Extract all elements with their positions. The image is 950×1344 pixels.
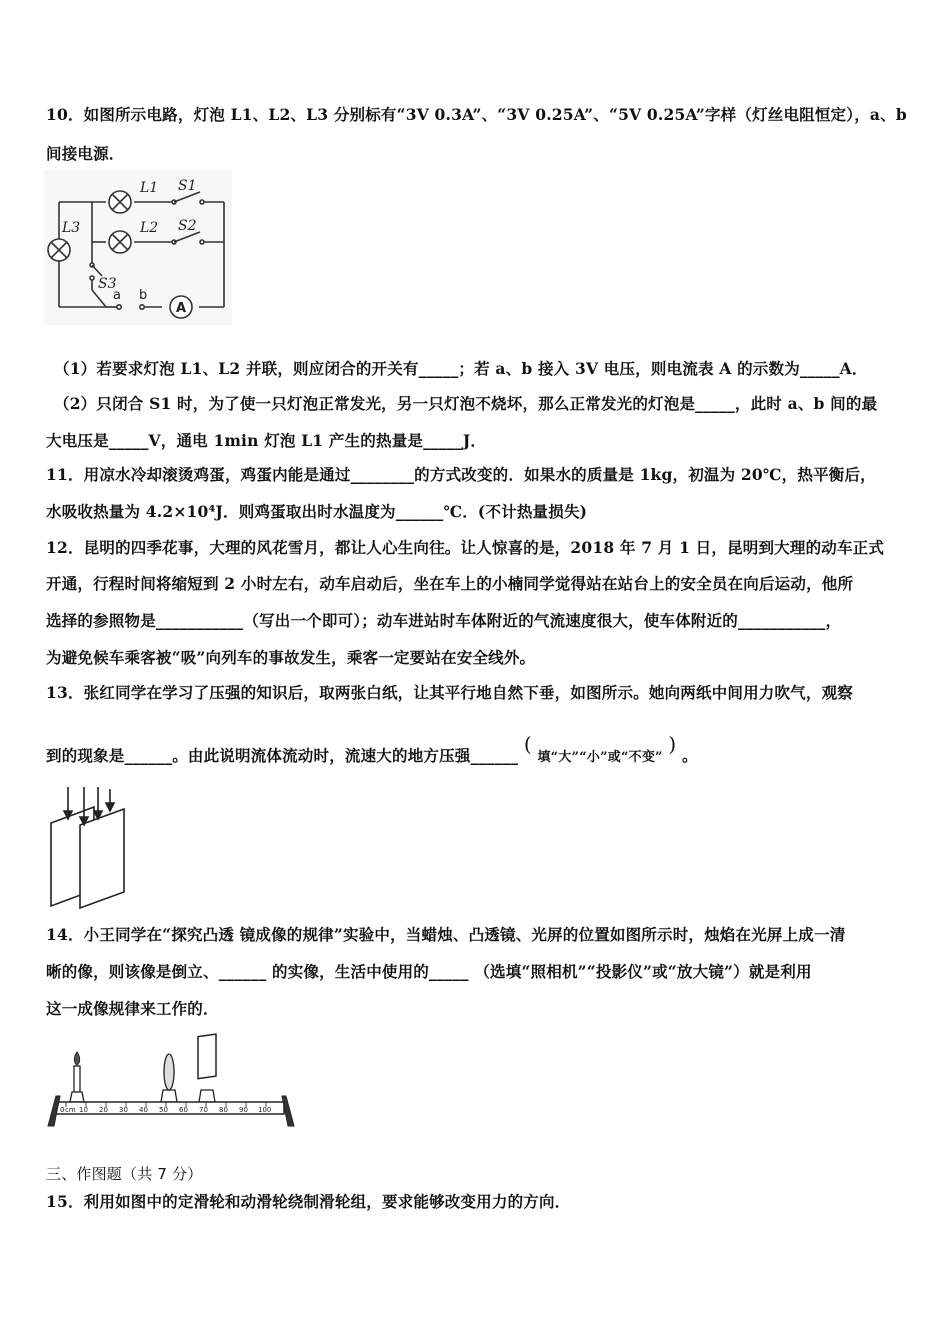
tick-70: 70 — [199, 1106, 208, 1114]
bench-ruler — [56, 1102, 284, 1114]
s2-contact-right — [200, 240, 204, 244]
q13-line-2 — [46, 732, 698, 766]
q13-paren-close: ) — [668, 732, 677, 756]
label-a: a — [113, 288, 121, 303]
q14-line-2: 晰的像，则该像是倒立、______ 的实像，生活中使用的_____ （选填“照相机”“投影仪”或“放大镜”）就是利用 — [46, 962, 812, 981]
tick-30: 30 — [119, 1106, 128, 1114]
tick-100: 100 — [258, 1106, 272, 1114]
q12-line-1: 12．昆明的四季花事，大理的风花雪月，都让人心生向往。让人惊喜的是，2018 年 7 月 1 日，昆明到大理的动车正式 — [46, 538, 885, 557]
q12-line-3: 选择的参照物是___________（写出一个即可）；动车进站时车体附近的气流速度很大，使车体附近的___________， — [46, 611, 842, 630]
label-l2: L2 — [140, 220, 159, 236]
circuit-diagram — [44, 170, 232, 325]
q12-line-2: 开通，行程时间将缩短到 2 小时左右，动车启动后，坐在车上的小楠同学觉得站在站台上的安全员在向后运动，他所 — [46, 574, 854, 593]
tick-90: 90 — [239, 1106, 248, 1114]
q10-line-2: 间接电源． — [46, 144, 125, 163]
tick-20: 20 — [99, 1106, 108, 1114]
tick-10: 10 — [79, 1106, 88, 1114]
candle-flame — [74, 1052, 79, 1065]
q15-line-1: 15．利用如图中的定滑轮和动滑轮绕制滑轮组，要求能够改变用力的方向． — [46, 1192, 571, 1211]
tick-0: 0 — [60, 1106, 65, 1114]
label-s1: S1 — [178, 178, 197, 194]
q13-end: 。 — [681, 746, 698, 765]
screen-holder — [199, 1090, 215, 1102]
label-l1: L1 — [140, 180, 159, 196]
label-l3: L3 — [62, 220, 81, 236]
optical-bench-figure — [46, 1028, 296, 1130]
label-s3: S3 — [98, 276, 117, 292]
candle-holder — [70, 1092, 84, 1102]
q10-part-2-b: 大电压是_____V，通电 1min 灯泡 L1 产生的热量是_____J． — [46, 431, 487, 450]
paper-sheets-figure — [46, 785, 136, 910]
q11-line-2: 水吸收热量为 4.2×10⁴J．则鸡蛋取出时水温度为______℃．(不计热量损失) — [46, 502, 588, 521]
s1-contact-right — [200, 200, 204, 204]
q14-line-1: 14．小王同学在“探究凸透 镜成像的规律”实验中，当蜡烛、凸透镜、光屏的位置如图所示时，烛焰在光屏上成一清 — [46, 925, 846, 944]
tick-cm: cm — [65, 1106, 76, 1114]
tick-50: 50 — [159, 1106, 168, 1114]
tick-40: 40 — [139, 1106, 148, 1114]
q11-line-1: 11．用凉水冷却滚烫鸡蛋，鸡蛋内能是通过________的方式改变的．如果水的质量是 1kg，初温为 20℃，热平衡后， — [46, 465, 876, 484]
q13-hint: 填“大”“小”或“不变” — [537, 750, 663, 765]
tick-80: 80 — [219, 1106, 228, 1114]
convex-lens — [164, 1054, 174, 1090]
lens-holder — [161, 1090, 177, 1102]
label-ammeter: A — [176, 301, 187, 316]
q13-paren-open: ( — [523, 732, 532, 756]
light-screen — [198, 1034, 216, 1079]
section-3-title: 三、作图题（共 7 分） — [46, 1165, 203, 1183]
terminal-b — [140, 305, 144, 309]
q12-line-4: 为避免候车乘客被“吸”向列车的事故发生，乘客一定要站在安全线外。 — [46, 648, 536, 667]
q14-line-3: 这一成像规律来工作的． — [46, 999, 219, 1018]
q10-part-2-a: （2）只闭合 S1 时，为了使一只灯泡正常发光，另一只灯泡不烧坏，那么正常发光的灯泡是_____，此时 a、b 间的最 — [54, 394, 878, 413]
q10-line-1: 10．如图所示电路，灯泡 L1、L2、L3 分别标有“3V 0.3A”、“3V 0.25A”、“5V 0.25A”字样（灯丝电阻恒定），a、b — [46, 105, 907, 124]
q10-part-1: （1）若要求灯泡 L1、L2 并联，则应闭合的开关有_____；若 a、b 接入 3V 电压，则电流表 A 的示数为_____A． — [54, 359, 868, 378]
s3-contact-bottom — [90, 276, 94, 280]
q13-line-2-text: 到的现象是______。由此说明流体流动时，流速大的地方压强______ — [46, 746, 519, 765]
label-b: b — [139, 288, 148, 303]
paper-sheet-right — [80, 809, 124, 908]
terminal-a — [117, 305, 121, 309]
tick-60: 60 — [179, 1106, 188, 1114]
candle — [74, 1066, 80, 1092]
label-s2: S2 — [178, 218, 197, 234]
q13-line-1: 13．张红同学在学习了压强的知识后，取两张白纸，让其平行地自然下垂，如图所示。她向两纸中间用力吹气，观察 — [46, 683, 853, 702]
